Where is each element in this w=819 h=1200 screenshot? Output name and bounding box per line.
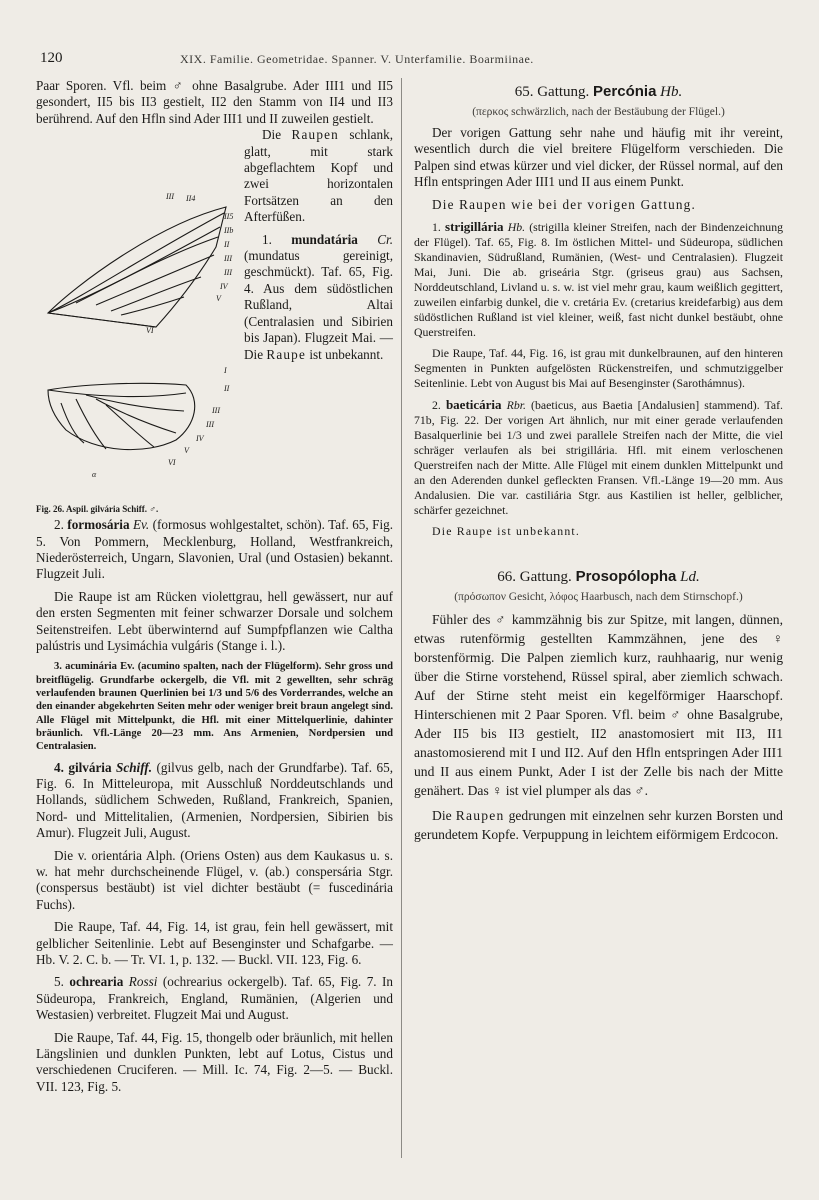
svg-text:IV: IV (196, 434, 204, 444)
species-acuminaria (36, 660, 393, 753)
gilvaria-varieties: Die v. orientária Alph. (Oriens Osten) aus dem Kaukasus u. s. w. hat mehr durchscheinende Flügel, v. (ab.) conspersária Stgr. (conspersus bestäubt) ist viel dichter bestäubt (= fuscedinária Fuchs). (36, 847, 393, 912)
svg-text:VI: VI (146, 326, 154, 336)
genus-description: Fühler des ♂ kammzähnig bis zur Spitze, mit langen, dünnen, etwas rutenförmig gestellten Kammzähnen, jene des ♀ borstenförmig. Die Palpen ziemlich kurz, rauhhaarig, nur wenig über die Stirne vorstehend, Rüssel spiral, aber ziemlich schwach. Auf der Stirne steht meist ein kegelförmiger Haarschopf. Hinterschienen mit 2 Paar Sporen. Vfl. beim ♂ ohne Basalgrube, Ader II5 bis II3 gestielt, II2 anastomosiert mit II3, II1 anastomosierend mit I und II2. Auf den Hfln entspringen Ader III1 und II aus einem Punkt, Ader I ist der Zelle bis nach der Mitte genähert. Das ♀ ist viel plumper als das ♂. (414, 612, 783, 799)
genus-raupen (414, 806, 783, 844)
svg-text:V: V (184, 446, 189, 456)
svg-text:II: II (224, 384, 230, 394)
genus-author: Hb. (660, 84, 683, 100)
genus-etymology: (πρόσωπον Gesicht, λόφος Haarbusch, nach dem Stirnschopf.) (454, 591, 743, 604)
svg-text:II5: II5 (224, 212, 234, 222)
genus-description-end: Paar Sporen. Vfl. beim ♂ ohne Basalgrube. Ader III1 und II5 gesondert, II5 bis II3 gestielt, II2 den Stamm von II4 und II3 berührend. Auf den Hfln sind Ader III1 und II zuweilen gestielt. (36, 78, 393, 126)
species-author: Hb. (507, 220, 526, 235)
wing-venation-diagram (36, 185, 236, 495)
wing-venation-figure (36, 185, 236, 515)
svg-text:IIb: IIb (224, 226, 234, 236)
section-gap (414, 545, 783, 563)
species-name: acuminária (65, 661, 117, 673)
species-name: strigillária (445, 219, 504, 235)
baeticaria-raupe: Die Raupe ist unbekannt. (432, 524, 581, 539)
svg-text:III: III (224, 268, 232, 278)
raupe-spaced: Raupe (266, 346, 307, 362)
genus-author: Ld. (680, 569, 700, 586)
species-text: (ochrearius ockergelb). Taf. 65, Fig. 7. In Südeuropa, Frankreich, England, Rumänien, (Algerien und Westasien) verbreitet. Flugzeit Mai und August. (36, 974, 394, 1023)
raupen-text: gedrungen mit einzelnen sehr kurzen Borsten und gerundetem Kopfe. Verpuppung in leichtem eiförmigem Erdcocon. (414, 808, 783, 843)
figure-caption: Fig. 26. Aspil. gilvária Schiff. ♂. (36, 504, 159, 515)
svg-text:III: III (212, 406, 220, 416)
species-number: 4. (54, 759, 64, 775)
genus-raupen: Die Raupen wie bei der vorigen Gattung. (432, 196, 696, 212)
page-header (40, 50, 785, 70)
species-name: baeticária (445, 397, 502, 413)
species-name: gilvária (68, 759, 112, 775)
formosaria-raupe: Die Raupe ist am Rücken violettgrau, hell gewässert, nur auf den ersten Segmenten mit feiner schwarzer Dorsale und solchem Seitenstreifen. Lebt überwinternd auf Sumpfpflanzen wie Caltha palústris und Lysimáchia vulgáris (Stange i. l.). (36, 588, 393, 654)
svg-text:III: III (166, 192, 174, 202)
species-text: (strigilla kleiner Streifen, nach der Bindenzeichnung der Flügel). Taf. 65, Fig. 8. Im östlichen Mittel- und Südeuropa, südlichen Skandinavien, Südrußland, Rumänien, (West- und Centralasien). Flugzeit Mai, Juni. Die ab. griseária Stgr. (griseus grau) aus Sachsen, Norddeutschland, Livland u. s. w. ist viel mehr grau, kaum weißlich gegittert, zuweilen einfarbig dunkel, die v. cretária Ev. (cretarius kreidefarbig) aus dem südöstlichen Rußland ist viel kleiner, weiß, fast nicht dunkel bestäubt, ohne Querstreifen. (414, 220, 783, 340)
species-text: Ev. (acumino spalten, nach der Flügelform). Sehr gross und breitflügelig. Grundfarbe ockergelb, die Vfl. mit 2 gewellten, sehr schräg verlaufenden braunen Querlinien bei 1/3 und 5/6 des Vorderrandes, welche an den einander abgekehrten Seiten mehr oder weniger breit braun angelegt sind. Alle Flügel mit Mittelpunkt, die Hfl. mit einer Mittelquerlinie, dahinter bräunlich. Vfl.-Länge 20—23 mm. Ans Armenien, Nordpersien und Centralasien. (36, 661, 393, 753)
species-text: (baeticus, aus Baetia [Andalusien] stammend). Taf. 71b, Fig. 22. Der vorigen Art ähnlich, nur mit einer gerade verlaufenden Basalquerlinie bei 1/3 und zwei parallele Streifen nach der Mitte, die viel schräger verlaufen als bei strigillária. Hfl. mit einem verloschenen Querstreifen nach der Mitte. Alle Flügel mit einem dunklen Mittelpunkt und an den Aderenden dunkel gefleckten Fransen. Vfl.-Länge 19—20 mm. Aus Andalusien. Die var. castiliária Stgr. aus Kastilien ist heller, gelblicher, schärfer gezeichnet. (414, 398, 784, 518)
svg-text:V: V (216, 294, 221, 304)
species-ochrearia (36, 974, 393, 1023)
raupen-spaced: Raupen (291, 127, 339, 143)
species-author: Cr. (377, 231, 393, 247)
species-number: 3. (54, 661, 62, 673)
ochrearia-raupe: Die Raupe, Taf. 44, Fig. 15, thongelb oder bräunlich, mit hellen Längslinien und dunklen Punkten, lebt auf Lotus, Cistus und verschiedenen Cruciferen. — Mill. Ic. 74, Fig. 2—5. — Buckl. VII. 123, Fig. 5. (36, 1029, 393, 1094)
species-baeticaria (414, 397, 783, 518)
species-number: 2. (432, 398, 441, 413)
genus-number: 65. Gattung. (514, 84, 590, 100)
genus-description: Der vorigen Gattung sehr nahe und häufig mit ihr vereint, wesentlich durch die viel breitere Flügelform verschieden. Die Palpen sind etwas kürzer und viel dicker, der Rüssel normal, auf den Hfln entspringen Ader III1 und II aus einem Punkt. (414, 125, 783, 190)
genus-heading-65 (414, 82, 783, 102)
species-number: 1. (432, 220, 441, 235)
raupen-lead: Die (262, 127, 282, 143)
svg-text:α: α (92, 470, 97, 480)
species-text: (gilvus gelb, nach der Grundfarbe). Taf. 65, Fig. 6. In Mitteleuropa, mit Ausschluß Norddeutschlands und Hollands, südlichem Schweden, Rußland, Frankreich, Spanien, Nord- und Mittelitalien, (Armenien, Nordpersien, Sibirien bis Amur). Flugzeit Juli, August. (36, 759, 393, 841)
svg-text:III: III (206, 420, 214, 430)
species-strigillaria (414, 219, 783, 340)
svg-text:IV: IV (220, 282, 228, 292)
species-author: Schiff. (116, 759, 153, 775)
species-name: ochrearia (69, 974, 124, 990)
page-number: 120 (40, 50, 63, 66)
svg-text:VI: VI (168, 458, 176, 468)
species-number: 5. (54, 974, 64, 990)
species-name: mundatária (291, 231, 358, 247)
species-author: Ev. (132, 517, 150, 533)
species-author: Rossi (128, 974, 158, 990)
svg-text:II4: II4 (186, 194, 196, 204)
genus-heading-66 (414, 567, 783, 587)
svg-text:II: II (224, 240, 230, 250)
genus-name: Prosopólopha (575, 568, 677, 586)
species-number: 2. (54, 517, 64, 533)
strigillaria-raupe: Die Raupe, Taf. 44, Fig. 16, ist grau mit dunkelbraunen, auf den hinteren Segmenten in Punkten aufgelösten Rückenstreifen, und schmutziggelber Seitenlinie. Lebt von August bis Mai auf Besenginster (Sarothámnus). (414, 346, 783, 391)
running-head: XIX. Familie. Geometridae. Spanner. V. Unterfamilie. Boarmiinae. (180, 52, 534, 66)
svg-text:I: I (224, 366, 227, 376)
genus-name: Percónia (593, 83, 657, 100)
genus-number: 66. Gattung. (497, 569, 572, 586)
species-formosaria (36, 517, 393, 583)
species-gilvaria (36, 760, 393, 842)
species-text-end: ist unbekannt. (309, 346, 384, 362)
left-column (36, 78, 393, 1101)
species-number: 1. (262, 231, 272, 247)
raupen-spaced: Raupen (455, 808, 505, 824)
raupen-text: schlank, glatt, mit stark abgeflachtem Kopf und zwei horizontalen Fortsätzen an den Afterfüßen. (244, 127, 393, 225)
species-text: (mundatus gereinigt, geschmückt). Taf. 65, Fig. 4. Aus dem südöstlichen Rußland, Altai (Centralasien und Sibirien bis Japan). Flugzeit Mai. — Die (244, 248, 393, 362)
gilvaria-raupe: Die Raupe, Taf. 44, Fig. 14, ist grau, fein hell gewässert, mit gelblicher Seitenlinie. Lebt auf Besenginster und Schafgarbe. — Hb. V. 2. C. b. — Tr. VI. 1, p. 132. — Buckl. VII. 123, Fig. 6. (36, 919, 393, 968)
genus-etymology: (περκος schwärzlich, nach der Bestäubung der Flügel.) (472, 106, 725, 118)
species-author: Rbr. (506, 398, 526, 413)
right-column (414, 78, 783, 850)
species-text: (formosus wohlgestaltet, schön). Taf. 65, Fig. 5. Von Pommern, Mecklenburg, Holland, Westfrankreich, Niederösterreich, Ungarn, Slavonien, Ural (und Ostasien) bekannt. Flugzeit Juli. (36, 517, 393, 582)
column-divider (401, 78, 402, 1158)
raupen-lead: Die (432, 808, 452, 824)
svg-text:III: III (224, 254, 232, 264)
species-name: formosária (67, 517, 130, 533)
